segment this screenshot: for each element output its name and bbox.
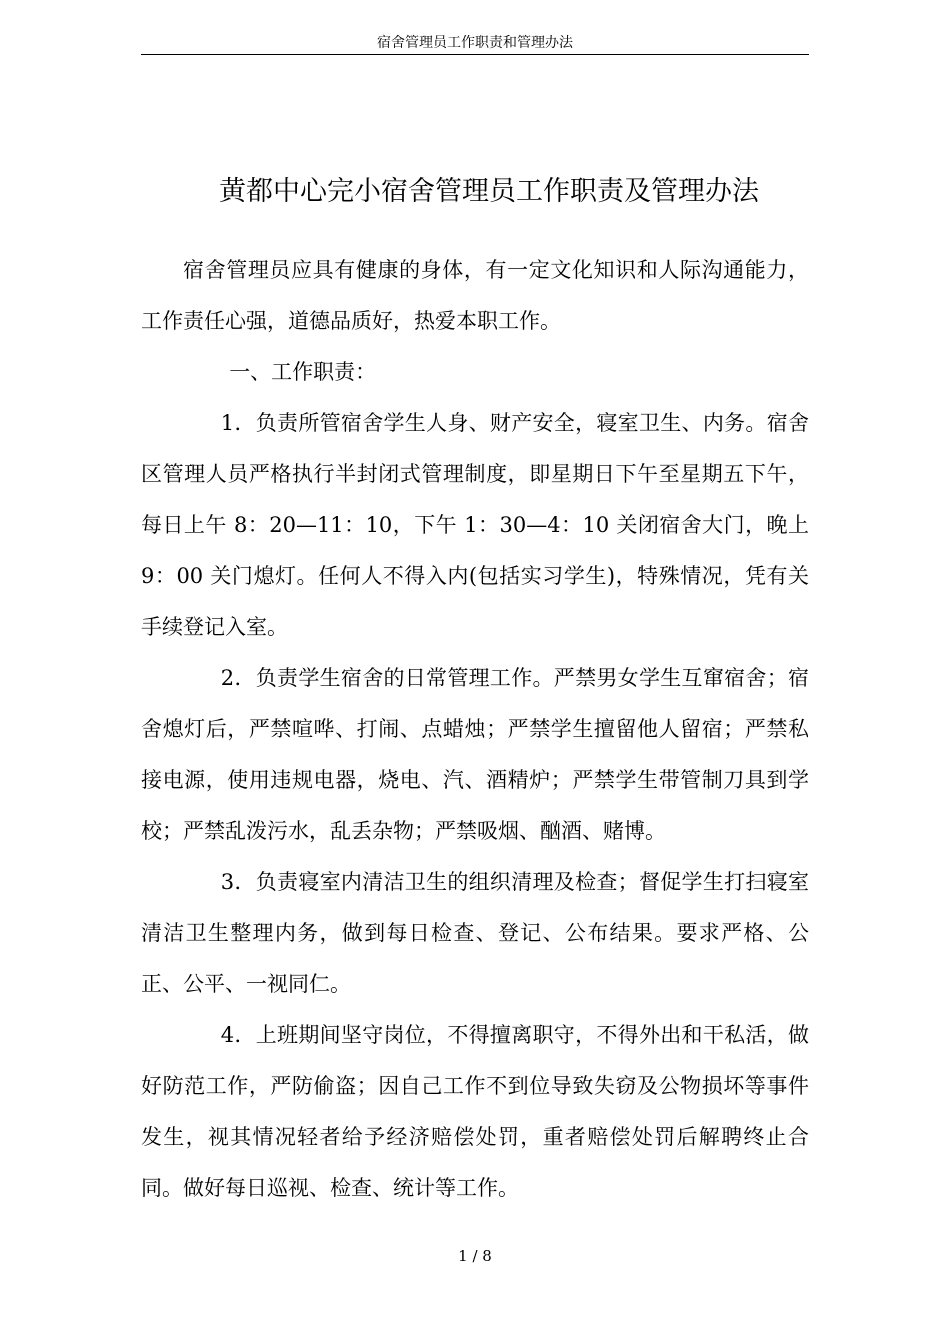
document-title: 黄都中心完小宿舍管理员工作职责及管理办法 — [219, 176, 759, 207]
section-heading: 一、工作职责： — [229, 360, 377, 384]
document-body — [141, 245, 809, 1214]
duty-item-1: 1．负责所管宿舍学生人身、财产安全，寝室卫生、内务。宿舍区管理人员严格执行半封闭式管理制度，即星期日下午至星期五下午，每日上午 8：20—11：10，下午 1：30—4：10 关闭宿舍大门，晚上 9：00 关门熄灯。任何人不得入内(包括实习学生)，特殊情况，凭有关手续登记入室。 — [141, 411, 809, 639]
duty-item-3: 3．负责寝室内清洁卫生的组织清理及检查；督促学生打扫寝室清洁卫生整理内务，做到每日检查、登记、公布结果。要求严格、公正、公平、一视同仁。 — [141, 870, 809, 996]
duty-item-2: 2．负责学生宿舍的日常管理工作。严禁男女学生互窜宿舍；宿舍熄灯后，严禁喧哗、打闹、点蜡烛；严禁学生擅留他人留宿；严禁私接电源，使用违规电器，烧电、汽、酒精炉；严禁学生带管制刀具到学校；严禁乱泼污水，乱丢杂物；严禁吸烟、酗酒、赌博。 — [141, 666, 809, 843]
running-header: 宿舍管理员工作职责和管理办法 — [141, 34, 809, 55]
intro-paragraph: 宿舍管理员应具有健康的身体，有一定文化知识和人际沟通能力，工作责任心强，道德品质好，热爱本职工作。 — [141, 258, 809, 333]
page-number: 1 / 8 — [458, 1247, 492, 1265]
duty-item-4: 4．上班期间坚守岗位，不得擅离职守，不得外出和干私活，做好防范工作，严防偷盗；因自己工作不到位导致失窃及公物损坏等事件发生，视其情况轻者给予经济赔偿处罚，重者赔偿处罚后解聘终止合同。做好每日巡视、检查、统计等工作。 — [141, 1023, 809, 1200]
